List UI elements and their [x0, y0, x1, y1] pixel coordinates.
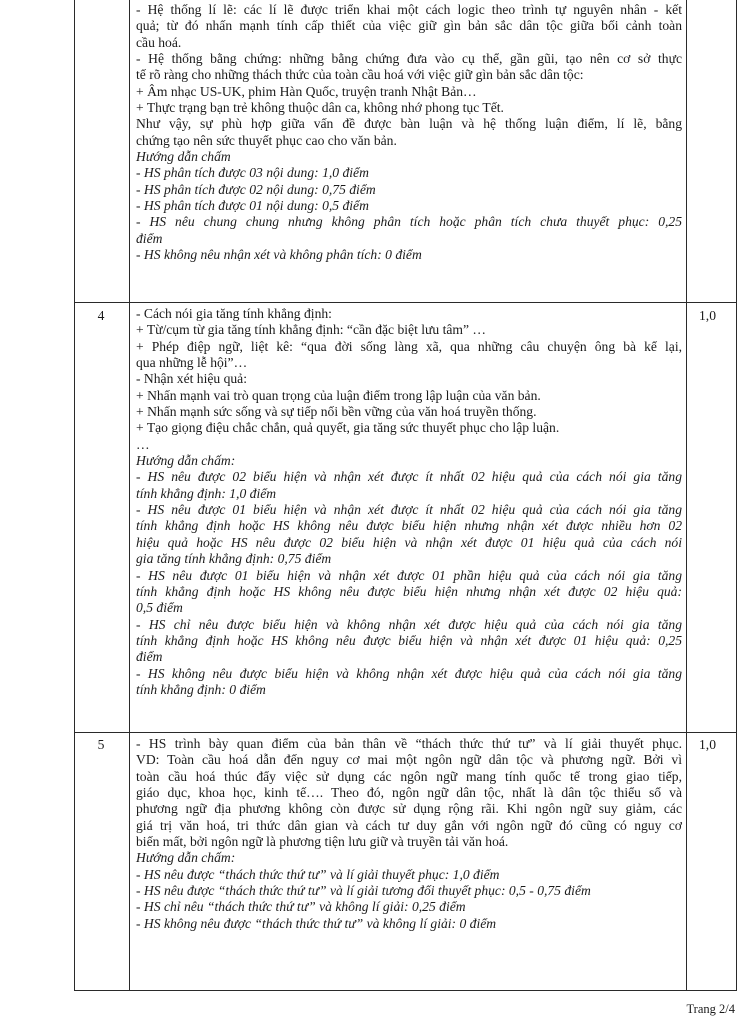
- table-border-right: [736, 0, 737, 991]
- answer-line: - Hệ thống lí lẽ: các lí lẽ được triển khai một cách logic theo trình tự nguyên nhân - kết: [136, 2, 682, 17]
- answer-line: Như vậy, sự phù hợp giữa vấn đề được bàn luận và hệ thống luận điểm, lí lẽ, bằng: [136, 116, 682, 132]
- grading-guide-line: Hướng dẫn chấm: [136, 149, 231, 165]
- answer-content-row-continued: [136, 2, 682, 264]
- grading-guide-line: - HS chỉ nêu được biểu hiện và không nhận xét được hiệu quả của cách nói gia tăng: [136, 616, 682, 632]
- grading-guide-line: - HS phân tích được 01 nội dung: 0,5 điểm: [136, 198, 369, 214]
- grading-guide-line: tính khẳng định hoặc HS không nêu được biểu hiện nhưng nhận xét được 02 hiệu quả:: [136, 583, 682, 599]
- grading-guide-line: điểm: [136, 230, 163, 246]
- answer-line: + Âm nhạc US-UK, phim Hàn Quốc, truyện tranh Nhật Bản…: [136, 83, 477, 99]
- answer-line: + Tạo giọng điệu chắc chắn, quả quyết, gia tăng sức thuyết phục cho lập luận.: [136, 420, 560, 436]
- grading-guide-line: tính khẳng định hoặc HS không nêu được biểu hiện và nhận xét được 01 hiệu quả: 0,25: [136, 632, 682, 648]
- grading-guide-line: tính khẳng định hoặc HS không nêu được biểu hiện nhưng nhận xét được nhiều hơn 02: [136, 518, 682, 534]
- answer-content-question-4: [136, 306, 682, 698]
- answer-line: + Phép điệp ngữ, liệt kê: “qua đời sống làng xã, qua những câu chuyện ông bà kể lại,: [136, 338, 682, 354]
- answer-line: - Hệ thống bằng chứng: những bằng chứng đưa vào cụ thể, gần gũi, tạo nên cơ sở thực: [136, 51, 682, 67]
- grading-guide-line: - HS phân tích được 03 nội dung: 1,0 điểm: [136, 165, 369, 181]
- grading-guide-line: - HS phân tích được 02 nội dung: 0,75 điểm: [136, 181, 376, 197]
- grading-guide-line: điểm: [136, 649, 163, 665]
- grading-guide-line: - HS nêu được “thách thức thứ tư” và lí giải thuyết phục: 1,0 điểm: [136, 866, 500, 882]
- answer-line: chứng tạo nên sức thuyết phục cao cho văn bản.: [136, 132, 397, 148]
- grading-guide-line: - HS nêu chung chung nhưng không phân tích hoặc phân tích chưa thuyết phục: 0,25: [136, 214, 682, 230]
- answer-line: quả; từ đó nhấn mạnh tính cấp thiết của việc giữ gìn bản sắc dân tộc giữa bối cảnh toàn: [136, 18, 682, 34]
- grading-guide-line: 0,5 điểm: [136, 600, 183, 616]
- answer-line: + Nhấn mạnh sức sống và sự tiếp nối bền vững của văn hoá truyền thống.: [136, 404, 537, 420]
- question-score: 1,0: [699, 308, 716, 323]
- grading-guide-line: - HS chỉ nêu “thách thức thứ tư” và không lí giải: 0,25 điểm: [136, 899, 466, 915]
- answer-line: giáo dục, khoa học, kinh tế…. Theo đó, ngôn ngữ dân tộc, nhất là dân tộc thiểu số và: [136, 785, 682, 801]
- answer-line: phương ngữ địa phương không còn được sử dụng rộng rãi. Khi ngôn ngữ suy giảm, các: [136, 801, 682, 817]
- question-number: 4: [97, 308, 105, 323]
- table-row-divider: [74, 302, 737, 303]
- grading-guide-line: Hướng dẫn chấm:: [136, 850, 236, 866]
- grading-guide-line: Hướng dẫn chấm:: [136, 453, 236, 469]
- table-border-left: [74, 0, 75, 991]
- answer-line: + Thực trạng bạn trẻ không thuộc dân ca, không nhớ phong tục Tết.: [136, 100, 504, 116]
- answer-content-question-5: [136, 736, 682, 932]
- grading-guide-line: - HS nêu được “thách thức thứ tư” và lí giải tương đối thuyết phục: 0,5 - 0,75 điểm: [136, 883, 591, 899]
- question-number: 5: [97, 737, 105, 752]
- grading-guide-line: tính khẳng định: 1,0 điểm: [136, 485, 277, 501]
- answer-line: + Nhấn mạnh vai trò quan trọng của luận điểm trong lập luận của văn bản.: [136, 387, 541, 403]
- grading-guide-line: - HS nêu được 01 biểu hiện và nhận xét được 01 phần hiệu quả của cách nói gia tăng: [136, 567, 682, 583]
- question-score: 1,0: [699, 737, 716, 752]
- grading-guide-line: - HS không nêu nhận xét và không phân tích: 0 điểm: [136, 247, 422, 263]
- answer-line: toàn cầu hoá thúc đẩy việc sử dụng các ngôn ngữ mang tính quốc tế trong giao tiếp,: [136, 768, 682, 784]
- table-border-bottom: [74, 990, 737, 991]
- answer-line: + Từ/cụm từ gia tăng tính khẳng định: “cần đặc biệt lưu tâm” …: [136, 322, 487, 338]
- grading-guide-line: hiệu quả hoặc HS nêu được 02 biểu hiện và nhận xét được 01 hiệu quả của cách nói: [136, 534, 682, 550]
- answer-line: tế rõ ràng cho những thách thức của toàn cầu hoá với việc giữ gìn bản sắc dân tộc:: [136, 67, 584, 83]
- table-row-divider: [74, 732, 737, 733]
- answer-line: cầu hoá.: [136, 34, 182, 50]
- answer-line: biến mất, bởi ngôn ngữ là phương tiện lưu giữ và truyền tải văn hoá.: [136, 834, 509, 850]
- grading-guide-line: - HS nêu được 02 biểu hiện và nhận xét được ít nhất 02 hiệu quả của cách nói gia tăng: [136, 469, 682, 485]
- answer-line: - Nhận xét hiệu quả:: [136, 371, 247, 387]
- answer-line: giá trị văn hoá, tri thức dân gian và cách tư duy gắn với ngôn ngữ đó cũng có nguy cơ: [136, 817, 682, 833]
- page-number: Trang 2/4: [686, 1002, 735, 1016]
- answer-line: VD: Toàn cầu hoá dẫn đến nguy cơ mai một ngôn ngữ dân tộc và phương ngữ. Bởi vì: [136, 752, 682, 768]
- grading-guide-line: - HS không nêu được biểu hiện và không nhận xét được hiệu quả của cách nói gia tăng: [136, 665, 682, 681]
- answer-line: - Cách nói gia tăng tính khẳng định:: [136, 306, 332, 321]
- table-border-col1: [129, 0, 130, 991]
- grading-guide-line: tính khẳng định: 0 điểm: [136, 681, 266, 697]
- answer-line: - HS trình bày quan điểm của bản thân về “thách thức thứ tư” và lí giải thuyết phục.: [136, 736, 682, 751]
- table-border-col2: [686, 0, 687, 991]
- grading-guide-line: gia tăng tính khẳng định: 0,75 điểm: [136, 551, 332, 567]
- answer-line: …: [136, 436, 150, 452]
- grading-guide-line: - HS không nêu được “thách thức thứ tư” và không lí giải: 0 điểm: [136, 915, 497, 931]
- grading-guide-line: - HS nêu được 01 biểu hiện và nhận xét được ít nhất 02 hiệu quả của cách nói gia tăng: [136, 502, 682, 518]
- answer-line: qua những lễ hội”…: [136, 355, 248, 371]
